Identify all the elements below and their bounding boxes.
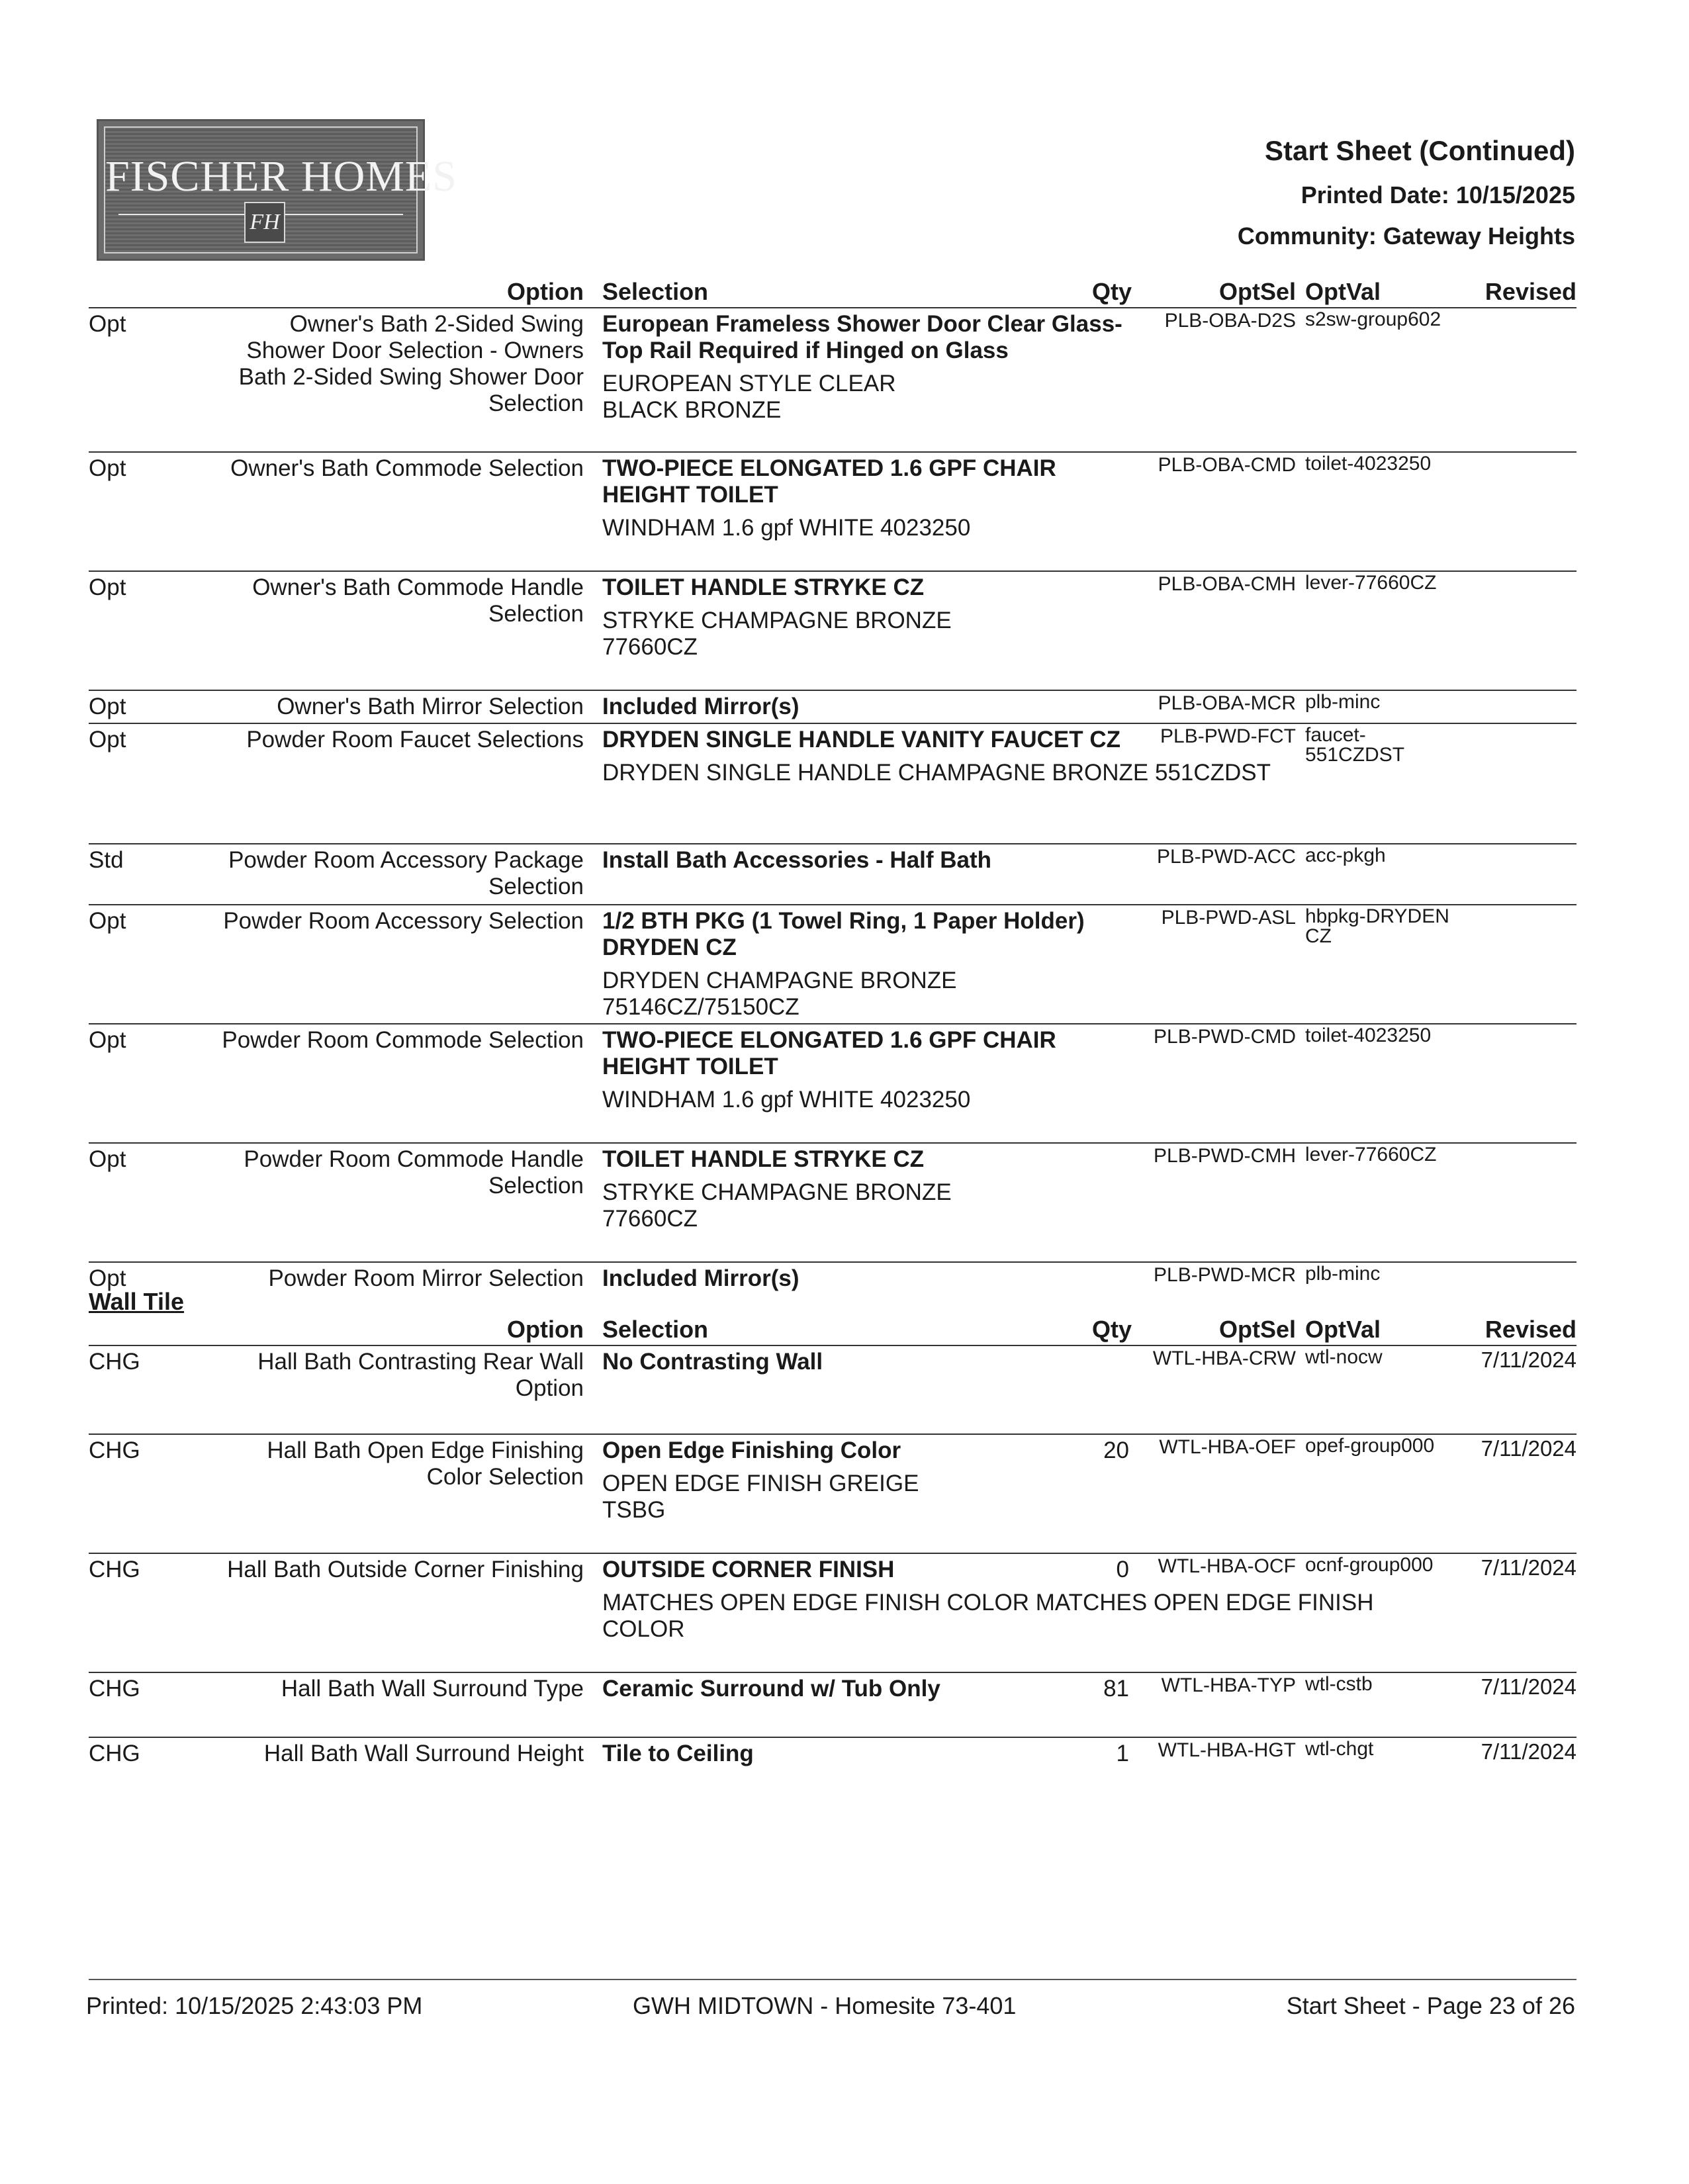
row-optval: wtl-chgt [1305,1738,1374,1760]
col-selection: Selection [602,278,709,305]
row-type: Opt [89,455,126,481]
row-option: Owner's Bath 2-Sided Swing Shower Door Selection - Owners Bath 2-Sided Swing Shower Door Selection [238,311,584,416]
logo-monogram: FH [244,202,285,243]
row-qty: 0 [1116,1557,1129,1582]
selection-title: TWO-PIECE ELONGATED 1.6 GPF CHAIR HEIGHT TOILET [602,1027,1056,1079]
row-option: Owner's Bath Mirror Selection [277,694,584,719]
row-selection [602,847,1132,874]
plumbing-table [89,278,1576,1302]
row-option: Powder Room Commode Selection [222,1027,584,1053]
row-selection [602,455,1132,541]
row-qty: 1 [1116,1741,1129,1766]
row-optval: plb-minc [1305,691,1381,713]
wall-tile-table [89,1316,1576,1778]
table-row [89,723,1576,843]
row-type: Opt [89,1146,126,1172]
row-type: Opt [89,727,126,752]
row-revised: 7/11/2024 [1481,1436,1576,1461]
row-optval: plb-minc [1305,1263,1381,1285]
col-optval: OptVal [1305,1316,1381,1343]
row-optval: wtl-nocw [1305,1346,1383,1368]
row-selection [602,1265,1132,1292]
section-title-wall-tile: Wall Tile [89,1288,185,1315]
row-optval: acc-pkgh [1305,844,1386,866]
row-optsel: PLB-PWD-ASL [1161,907,1296,929]
footer-printed: Printed: 10/15/2025 2:43:03 PM [86,1992,423,2019]
row-type: CHG [89,1676,140,1702]
row-optsel: WTL-HBA-OCF [1158,1555,1296,1577]
row-selection [602,311,1132,424]
row-type: Opt [89,574,126,600]
row-selection [602,574,1132,660]
row-option: Powder Room Commode Handle Selection [244,1146,584,1199]
table-row [89,1553,1576,1672]
row-revised: 7/11/2024 [1481,1739,1576,1764]
row-option: Powder Room Mirror Selection [268,1265,584,1291]
row-selection [602,1741,1132,1767]
row-optsel: WTL-HBA-HGT [1158,1739,1296,1761]
selection-title: Included Mirror(s) [602,694,799,719]
selection-title: TOILET HANDLE STRYKE CZ [602,1146,925,1172]
row-optval: lever-77660CZ [1305,1144,1437,1165]
row-optval: s2sw-group602 [1305,308,1441,330]
row-type: Opt [89,694,126,719]
row-selection [602,1676,1132,1702]
row-option: Hall Bath Outside Corner Finishing [227,1557,584,1582]
row-type: CHG [89,1741,140,1766]
table-header [89,1316,1576,1346]
row-optsel: WTL-HBA-CRW [1152,1347,1296,1369]
selection-note: EUROPEAN STYLE CLEAR BLACK BRONZE [602,371,896,423]
table-row [89,690,1576,723]
col-revised: Revised [1484,1316,1576,1343]
row-optsel: PLB-OBA-CMD [1158,454,1296,476]
row-qty: 20 [1103,1437,1129,1463]
row-optsel: PLB-PWD-MCR [1154,1264,1296,1286]
row-optsel: PLB-PWD-CMH [1154,1145,1296,1167]
footer-page: Start Sheet - Page 23 of 26 [1286,1992,1575,2019]
printed-date: Printed Date: 10/15/2025 [1301,181,1575,208]
table-row [89,451,1576,570]
selection-note: MATCHES OPEN EDGE FINISH COLOR MATCHES OPEN EDGE FINISH COLOR [602,1590,1374,1642]
selection-note: WINDHAM 1.6 gpf WHITE 4023250 [602,1087,971,1113]
col-selection: Selection [602,1316,709,1343]
selection-note: DRYDEN SINGLE HANDLE CHAMPAGNE BRONZE 551CZDST [602,760,1271,786]
table-row [89,843,1576,904]
row-optval: hbpkg-DRYDEN CZ [1305,905,1449,947]
row-option: Powder Room Faucet Selections [246,727,584,752]
selection-title: Included Mirror(s) [602,1265,799,1291]
table-row [89,308,1576,451]
row-selection [602,1437,1132,1524]
selection-title: OUTSIDE CORNER FINISH [602,1557,895,1582]
col-optsel: OptSel [1218,1316,1296,1343]
selection-title: DRYDEN SINGLE HANDLE VANITY FAUCET CZ [602,727,1121,752]
logo-name: FISCHER HOMES [105,152,457,201]
row-revised: 7/11/2024 [1481,1674,1576,1699]
selection-title: Open Edge Finishing Color [602,1437,901,1463]
row-optsel: PLB-OBA-CMH [1158,573,1296,595]
row-optsel: PLB-PWD-FCT [1160,725,1296,747]
row-optval: toilet-4023250 [1305,453,1432,475]
row-type: CHG [89,1349,140,1375]
row-optval: opef-group000 [1305,1435,1435,1457]
selection-note: STRYKE CHAMPAGNE BRONZE 77660CZ [602,608,952,660]
row-optsel: WTL-HBA-TYP [1161,1674,1296,1696]
row-optval: faucet-551CZDST [1305,724,1405,766]
row-option: Powder Room Accessory Package Selection [228,847,584,899]
selection-title: TOILET HANDLE STRYKE CZ [602,574,925,600]
selection-title: No Contrasting Wall [602,1349,823,1375]
row-option: Powder Room Accessory Selection [223,908,584,934]
selection-title: 1/2 BTH PKG (1 Towel Ring, 1 Paper Holder) DRYDEN CZ [602,908,1085,960]
table-row [89,570,1576,690]
selection-title: Install Bath Accessories - Half Bath [602,847,992,873]
fischer-homes-logo [97,119,457,261]
row-qty: 81 [1103,1676,1129,1702]
row-type: Std [89,847,124,873]
table-row [89,904,1576,1023]
table-row [89,1142,1576,1261]
row-option: Hall Bath Open Edge Finishing Color Selection [267,1437,584,1490]
row-type: CHG [89,1437,140,1463]
row-optsel: PLB-PWD-CMD [1154,1026,1296,1048]
row-option: Hall Bath Wall Surround Height [263,1741,584,1766]
table-row [89,1023,1576,1142]
row-optsel: PLB-OBA-MCR [1158,692,1296,714]
row-option: Owner's Bath Commode Handle Selection [252,574,584,627]
selection-note: WINDHAM 1.6 gpf WHITE 4023250 [602,515,971,541]
selection-title: European Frameless Shower Door Clear Glass-Top Rail Required if Hinged on Glass [602,311,1122,363]
footer-homesite: GWH MIDTOWN - Homesite 73-401 [633,1992,1017,2019]
row-revised: 7/11/2024 [1481,1347,1576,1372]
col-option: Option [507,278,584,305]
row-optval: toilet-4023250 [1305,1024,1432,1046]
community: Community: Gateway Heights [1237,222,1575,250]
row-option: Hall Bath Wall Surround Type [281,1676,584,1702]
row-type: Opt [89,1265,126,1291]
col-optval: OptVal [1305,278,1381,305]
table-row [89,1346,1576,1433]
row-optval: wtl-cstb [1305,1673,1373,1695]
row-optval: ocnf-group000 [1305,1554,1434,1576]
footer-divider [89,1979,1576,1980]
row-optsel: WTL-HBA-OEF [1159,1436,1296,1458]
col-qty: Qty [1092,278,1132,305]
selection-title: TWO-PIECE ELONGATED 1.6 GPF CHAIR HEIGHT TOILET [602,455,1056,508]
row-optsel: PLB-OBA-D2S [1164,310,1296,332]
selection-note: STRYKE CHAMPAGNE BRONZE 77660CZ [602,1179,952,1232]
selection-title: Ceramic Surround w/ Tub Only [602,1676,940,1702]
col-qty: Qty [1092,1316,1132,1343]
table-row [89,1433,1576,1553]
row-selection [602,1349,1132,1375]
page-title: Start Sheet (Continued) [1265,135,1575,166]
selection-note: OPEN EDGE FINISH GREIGE TSBG [602,1471,919,1523]
row-selection [602,1146,1132,1232]
row-selection [602,908,1132,1021]
row-option: Owner's Bath Commode Selection [230,455,584,481]
row-selection [602,694,1132,720]
row-optsel: PLB-PWD-ACC [1156,846,1296,868]
row-revised: 7/11/2024 [1481,1555,1576,1580]
row-type: Opt [89,311,126,337]
row-type: CHG [89,1557,140,1582]
table-row [89,1261,1576,1302]
row-type: Opt [89,908,126,934]
row-optval: lever-77660CZ [1305,572,1437,594]
table-row [89,1737,1576,1778]
col-optsel: OptSel [1218,278,1296,305]
col-revised: Revised [1484,278,1576,305]
row-type: Opt [89,1027,126,1053]
table-header [89,278,1576,308]
row-selection [602,1027,1132,1113]
table-row [89,1672,1576,1737]
row-option: Hall Bath Contrasting Rear Wall Option [257,1349,584,1401]
selection-title: Tile to Ceiling [602,1741,754,1766]
col-option: Option [507,1316,584,1343]
selection-note: DRYDEN CHAMPAGNE BRONZE 75146CZ/75150CZ [602,968,957,1020]
